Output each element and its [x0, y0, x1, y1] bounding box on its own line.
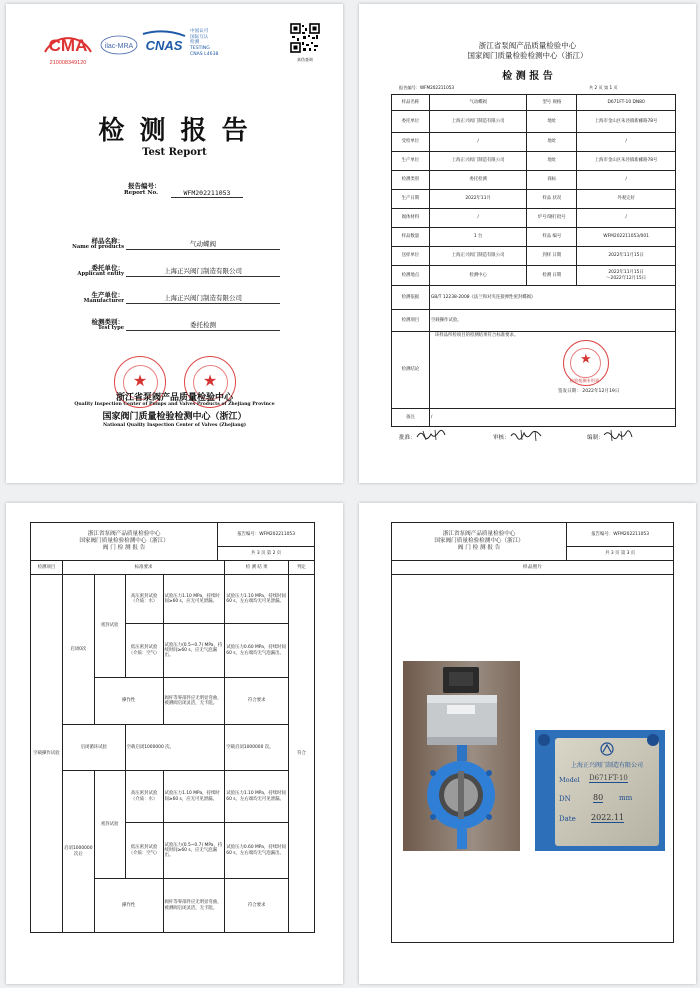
issuer-en-2: National Quality Inspection Center of Valves (Zhejiang) [102, 423, 246, 428]
cma-logo [39, 26, 97, 66]
conclusion-text: 该样品所检项目的检测结果符合标准要求。 [434, 333, 519, 338]
photo-section-title: 样品照片 [392, 561, 673, 575]
cma-number: 210008349120 [49, 60, 87, 66]
red-seal-right: ★ [184, 356, 236, 408]
table-row: 生产单位 上海正兴阀门制造有限公司 地址 上海市金山区朱泾镇新郦路78号 [392, 152, 676, 171]
summary-table [391, 94, 676, 427]
field-applicant: 委托单位： Applicant entity 上海正兴阀门制造有限公司 [61, 263, 286, 285]
approve-label: 批准： [399, 435, 416, 441]
p4-header-2: 国家阀门质量检验检测中心（浙江） [434, 538, 524, 544]
issuer-en-1: Quality Inspection Center of Pumps and Valves Products of Zhejiang Province [74, 402, 275, 407]
compile-label: 编制： [587, 435, 604, 441]
ilac-mra-logo [99, 34, 139, 56]
p3-header-table [30, 522, 315, 561]
table-row: 低压密封试验（介质：空气） 试验压力(0.5~0.7) MPa，持续时间≥60 s，应无气泡漏出。 试验压力0.60 MPa，持续时间60 s，左右端均无气泡漏出。 [31, 823, 315, 879]
red-seal-left: ★ [114, 356, 166, 408]
table-row: 低压密封试验（介质：空气） 试验压力(0.5~0.7) MPa，持续时间≥60 s，应无气泡漏出。 试验压力0.60 MPa，持续时间60 s，左右端均无气泡漏出。 [31, 624, 315, 678]
valve-photo [403, 661, 520, 851]
svg-text:CNAS: CNAS [145, 38, 183, 53]
p2-header-1: 浙江省泵阀产品质量检验中心 [478, 41, 577, 50]
screw-top-left [538, 734, 550, 746]
inspection-seal: ★ [563, 340, 609, 386]
table-row: 送样单位 上海正兴阀门制造有限公司 到样 日期 2022年11月15日 [392, 247, 676, 266]
plate-dn: 80 [593, 793, 604, 802]
screw-top-right [647, 734, 659, 746]
table-row: 检测结论 该样品所检项目的检测结果符合标准要求。 ★ 检验检测专用章 签发日期： 2022年12月19日 [392, 332, 676, 409]
p3-header-1: 浙江省泵阀产品质量检验中心 [87, 531, 161, 538]
plate-dn-label: DN [559, 795, 571, 803]
field-test-type: 检测类别： Test type 委托检测 [61, 317, 286, 339]
table-row: 操作性 阀杆等零部件应无明显弯曲，被测阀启闭灵活，无卡阻。 符合要求 [31, 879, 315, 933]
p2-page-count: 共 2 页 第 1 页 [589, 85, 618, 90]
p4-report-no: 报告编号：WFM202211053 [567, 523, 674, 547]
report-no-label-en: Report No. [124, 190, 159, 196]
p4-header-3: 阀 门 检 测 报 告 [457, 544, 501, 551]
issuer-zh-2: 国家阀门质量检验检测中心（浙江） [102, 412, 247, 422]
p2-title: 检 测 报 告 [502, 71, 553, 82]
table-row: 启闭循环试验 空载启闭1000000 次。 空载启闭1000000 次。 [31, 725, 315, 771]
p4-header-table [391, 522, 674, 561]
cnas-accreditation-text: 中国认可 国际互认 检测 TESTING CNAS L4638 [190, 29, 219, 57]
report-title-zh: 检 测 报 告 [98, 116, 251, 146]
review-label: 审核： [493, 435, 510, 441]
table-row: 检测项目 空载操作试验。 [392, 310, 676, 332]
reviewer-signature [509, 428, 543, 442]
svg-text:CMA: CMA [48, 36, 88, 55]
qr-code[interactable] [290, 23, 320, 62]
p3-header-3: 阀 门 检 测 报 告 [102, 544, 146, 551]
table-row: 检测依据 GB/T 12238-2008《法兰和对夹连接弹性密封蝶阀》 [392, 286, 676, 310]
sign-date: 签发日期： 2022年12月19日 [557, 389, 620, 394]
plate-date-label: Date [559, 815, 576, 823]
table-row: 操作性 阀杆等零部件应无明显弯曲，被测阀启闭灵活，无卡阻。 符合要求 [31, 678, 315, 725]
nameplate-photo [535, 730, 665, 851]
table-row: 检测地点 检测中心 检测 日期 2022年11月15日 ～2022年12月15日 [392, 266, 676, 286]
compiler-signature [602, 428, 634, 442]
field-manufacturer: 生产单位： Manufacturer 上海正兴阀门制造有限公司 [61, 290, 286, 312]
table-row: 检测类别 委托检测 商标 / [392, 171, 676, 190]
p2-report-no: 报告编号：WFM202211053 [399, 85, 455, 90]
test-results-table [30, 560, 315, 933]
p3-page-count: 共 3 页 第 2 页 [218, 547, 315, 561]
p4-page-count: 共 3 页 第 3 页 [567, 547, 674, 561]
manufacturer-logo-icon [599, 742, 615, 756]
qr-caption: 真伪查询 [297, 57, 313, 62]
p2-header-2: 国家阀门质量检验检测中心（浙江） [467, 51, 588, 60]
table-row: 生产日期 2022年11月 样品 状况 外观完好 [392, 190, 676, 209]
seal-label: 检验检测专用章 [569, 378, 600, 383]
nameplate [555, 738, 659, 846]
report-title-en: Test Report [142, 147, 207, 158]
plate-model: D671FT-10 [589, 774, 628, 782]
table-header-row: 检测项目 标准要求 检 测 结 果 判定 [31, 561, 315, 575]
report-no-value: WFM202211053 [171, 189, 243, 198]
field-product-name: 样品名称： Name of products 气动蝶阀 [61, 236, 286, 258]
table-row: 空载操作试验 启闭0次 密封试验 高压密封试验（介质：水） 试验压力1.10 MPa，持续时间≥60 s，应无可见泄漏。 试验压力1.10 MPa，持续时间60 s，左右端均无可见泄漏。 符合 [31, 575, 315, 624]
plate-model-label: Model [559, 776, 580, 784]
summary-page [359, 4, 696, 483]
table-row: 启闭1000000次后 密封试验 高压密封试验（介质：水） 试验压力1.10 MPa，持续时间≥60 s，应无可见泄漏。 试验压力1.10 MPa，持续时间60 s，左右端均无可见泄漏。 [31, 771, 315, 823]
plate-maker: 上海正兴阀门制造有限公司 [570, 762, 643, 769]
table-row: 备注 / [392, 409, 676, 427]
table-row: 样品数量 1 台 样品 编号 WFM202211053/001 [392, 228, 676, 247]
photo-page [359, 503, 696, 984]
plate-date: 2022.11 [591, 813, 625, 822]
table-row: 受检单位 / 地址 / [392, 133, 676, 152]
p3-report-no: 报告编号：WFM202211053 [218, 523, 315, 547]
issuer-zh-1: 浙江省泵阀产品质量检验中心 [115, 393, 233, 403]
report-no-label-zh: 报告编号： [128, 182, 161, 190]
plate-dn-unit: mm [619, 794, 633, 802]
test-details-page [6, 503, 343, 984]
cover-page [6, 4, 343, 483]
p4-header-1: 浙江省泵阀产品质量检验中心 [442, 531, 516, 538]
approver-signature [415, 428, 447, 442]
p3-header-2: 国家阀门质量检验检测中心（浙江） [79, 538, 169, 544]
table-row: 样品名称 气动蝶阀 型号 规格 D671FT-10 DN80 [392, 95, 676, 111]
table-row: 委托单位 上海正兴阀门制造有限公司 地址 上海市金山区朱泾镇新郦路78号 [392, 111, 676, 133]
cnas-logo [139, 30, 189, 54]
svg-text:ilac-MRA: ilac-MRA [104, 43, 134, 50]
table-row: 阀体材料 / 炉号/钢打批号 / [392, 209, 676, 228]
